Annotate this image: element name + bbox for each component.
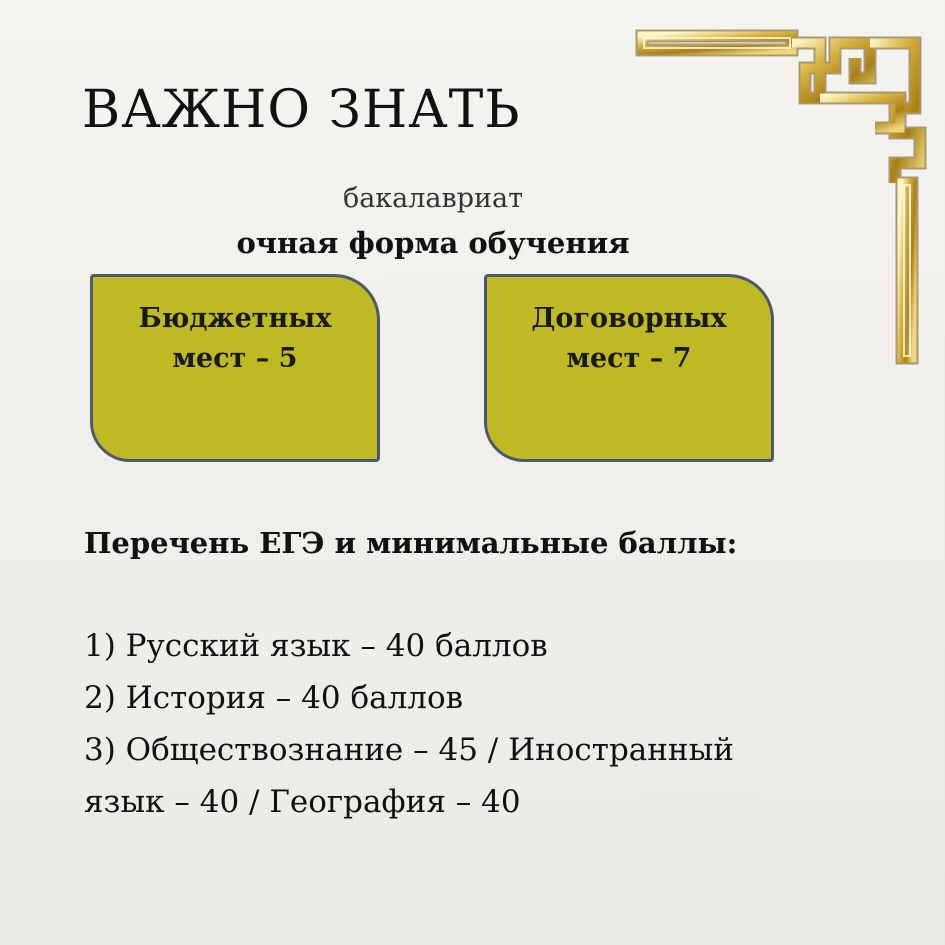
degree-level: бакалавриат: [342, 183, 524, 214]
list-item: 3) Обществознание – 45 / Иностранный: [84, 732, 734, 768]
study-form: очная форма обучения: [236, 226, 630, 260]
exams-heading: Перечень ЕГЭ и минимальные баллы:: [84, 526, 738, 560]
contract-places-line2: мест – 7: [566, 343, 692, 374]
page-title: ВАЖНО ЗНАТЬ: [82, 80, 521, 140]
list-item: язык – 40 / География – 40: [84, 784, 521, 820]
list-item: 1) Русский язык – 40 баллов: [84, 628, 548, 664]
budget-places-line1: Бюджетных: [138, 303, 332, 334]
contract-places-card: [484, 274, 774, 462]
budget-places-line2: мест – 5: [172, 343, 298, 374]
exams-list: [84, 620, 904, 828]
contract-places-line1: Договорных: [531, 303, 727, 334]
list-item: 2) История – 40 баллов: [84, 680, 464, 716]
budget-places-card: [90, 274, 380, 462]
